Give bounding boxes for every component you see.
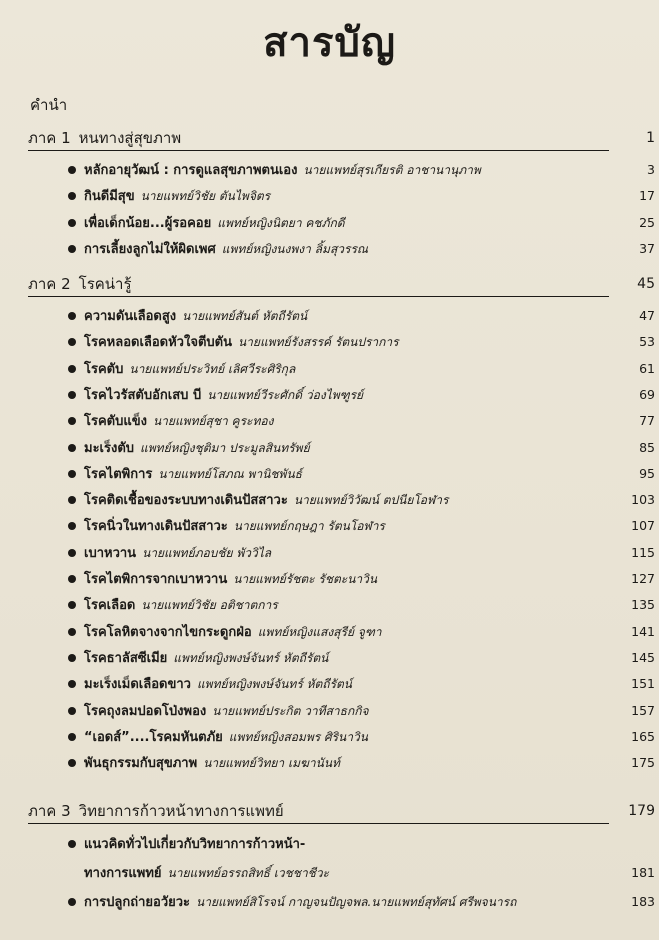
part-2-heading bbox=[28, 274, 655, 297]
bullet-icon bbox=[68, 575, 76, 583]
entry-page-number: 115 bbox=[631, 544, 655, 560]
entry-page-number: 17 bbox=[639, 188, 655, 204]
entry-title: โรคตับ bbox=[84, 361, 124, 377]
entry-author: นายแพทย์กฤษฎา รัตนโอฬาร bbox=[233, 519, 385, 534]
entry-title: พันธุกรรมกับสุขภาพ bbox=[84, 756, 198, 772]
entry-page-number: 107 bbox=[631, 518, 655, 534]
entry-page-number: 175 bbox=[631, 755, 655, 771]
bullet-icon bbox=[68, 898, 76, 906]
entry-author: นายแพทย์ประกิต วาทีสาธกกิจ bbox=[212, 703, 369, 718]
entry-page-number: 165 bbox=[631, 728, 655, 744]
part-title: หนทางสู่สุขภาพ bbox=[78, 129, 182, 147]
toc-entry bbox=[84, 462, 655, 486]
entry-page-number: 141 bbox=[631, 623, 655, 639]
bullet-icon bbox=[68, 733, 76, 741]
entry-page-number: 103 bbox=[631, 492, 655, 508]
entry-title: ความดันเลือดสูง bbox=[84, 309, 177, 324]
toc-entry bbox=[84, 436, 655, 460]
entry-title: โรคไวรัสตับอักเสบ บี bbox=[84, 387, 202, 403]
entry-title: โรคติดเชื้อของระบบทางเดินปัสสาวะ bbox=[84, 493, 288, 509]
entry-page-number: 3 bbox=[647, 162, 655, 177]
bullet-icon bbox=[68, 192, 76, 200]
entry-author: นายแพทย์รัชตะ รัชตะนาวิน bbox=[233, 572, 378, 586]
entry-title: กินดีมีสุข bbox=[84, 189, 135, 205]
toc-entry bbox=[84, 567, 655, 591]
entry-author: นายแพทย์โสภณ พานิชพันธ์ bbox=[158, 466, 302, 481]
toc-entry bbox=[84, 751, 655, 775]
toc-entry bbox=[84, 158, 655, 182]
toc-entry bbox=[84, 672, 655, 696]
entry-page-number: 37 bbox=[639, 240, 655, 256]
entry-author: นายแพทย์อรรถสิทธิ์ เวชชาชีวะ bbox=[167, 866, 330, 880]
entry-author: แพทย์หญิงพงษ์จันทร์ หัตถีรัตน์ bbox=[196, 677, 353, 692]
entry-page-number: 145 bbox=[631, 649, 655, 665]
entry-title: โรคเลือด bbox=[84, 598, 136, 614]
part-number: ภาค 1 bbox=[28, 129, 71, 147]
entry-author: นายแพทย์สันต์ หัตถีรัตน์ bbox=[182, 309, 308, 323]
bullet-icon bbox=[68, 166, 76, 174]
entry-page-number: 53 bbox=[639, 334, 655, 350]
bullet-icon bbox=[68, 628, 76, 636]
entry-title: มะเร็งตับ bbox=[84, 440, 135, 456]
entry-author: นายแพทย์วิชัย ตันไพจิตร bbox=[140, 189, 271, 204]
entry-title: โรคนิ่วในทางเดินปัสสาวะ bbox=[84, 519, 228, 535]
entry-title: การเลี้ยงลูกไม่ให้ผิดเพศ bbox=[84, 241, 216, 257]
entry-page-number: 85 bbox=[639, 439, 655, 455]
entry-title: โรคโลหิตจางจากไขกระดูกฝ่อ bbox=[84, 624, 252, 640]
entry-page-number: 181 bbox=[631, 865, 655, 880]
entry-title: โรคธาลัสซีเมีย bbox=[84, 650, 168, 666]
toc-entry bbox=[84, 699, 655, 723]
entry-page-number: 77 bbox=[639, 413, 655, 429]
entry-page-number: 95 bbox=[639, 465, 655, 481]
entry-author: นายแพทย์วิทยา เมฆานันท์ bbox=[203, 756, 340, 771]
entry-page-number: 151 bbox=[631, 676, 655, 692]
entry-page-number: 135 bbox=[631, 597, 655, 613]
entry-title: การปลูกถ่ายอวัยวะ bbox=[84, 895, 191, 910]
entry-author: นายแพทย์สุชา คูระทอง bbox=[152, 414, 274, 429]
toc-entry bbox=[84, 383, 655, 407]
bullet-icon bbox=[68, 759, 76, 767]
entry-title: แนวคิดทั่วไปเกี่ยวกับวิทยาการก้าวหน้า- bbox=[84, 837, 306, 852]
entry-author: แพทย์หญิงนิตยา คชภักดี bbox=[217, 215, 345, 230]
bullet-icon bbox=[68, 549, 76, 557]
bullet-icon bbox=[68, 219, 76, 227]
bullet-icon bbox=[68, 470, 76, 478]
entry-author: นายแพทย์วีระศักดิ์ ว่องไพฑูรย์ bbox=[207, 387, 364, 402]
entry-author: นายแพทย์สุรเกียรติ อาชานานุภาพ bbox=[303, 163, 481, 177]
entry-title: โรคหลอดเลือดหัวใจตีบตัน bbox=[84, 335, 232, 351]
toc-entry bbox=[84, 514, 655, 538]
toc-entry bbox=[84, 541, 655, 565]
part-page: 1 bbox=[646, 130, 655, 146]
entry-page-number: 157 bbox=[631, 702, 655, 718]
page-title: สารบัญ bbox=[263, 20, 396, 66]
part-page: 179 bbox=[628, 803, 655, 819]
toc-entry bbox=[84, 409, 655, 433]
preface-heading: คำนำ bbox=[30, 96, 68, 114]
toc-entry bbox=[84, 237, 655, 261]
entry-page-number: 25 bbox=[639, 214, 655, 230]
bullet-icon bbox=[68, 444, 76, 452]
toc-entry bbox=[84, 861, 655, 885]
bullet-icon bbox=[68, 245, 76, 253]
toc-entry bbox=[84, 330, 655, 354]
bullet-icon bbox=[68, 417, 76, 425]
entry-author: นายแพทย์วิวัฒน์ ตปนียโอฬาร bbox=[293, 493, 449, 508]
toc-entry bbox=[84, 832, 599, 856]
toc-entry bbox=[84, 304, 655, 328]
entry-title: “เอดส์”....โรคมหันตภัย bbox=[84, 729, 223, 745]
entry-author: แพทย์หญิงสอมพร ศิรินาวิน bbox=[228, 729, 368, 744]
bullet-icon bbox=[68, 840, 76, 848]
entry-title: โรคถุงลมปอดโป่งพอง bbox=[84, 703, 207, 719]
toc-entry bbox=[84, 620, 655, 644]
toc-entry bbox=[84, 646, 655, 670]
bullet-icon bbox=[68, 496, 76, 504]
entry-title: หลักอายุวัฒน์ : การดูแลสุขภาพตนเอง bbox=[84, 163, 298, 178]
part-3-heading bbox=[28, 801, 655, 824]
entry-author: นายแพทย์ภอบชัย พัววิไล bbox=[142, 545, 272, 560]
toc-entry bbox=[84, 725, 655, 749]
entry-page-number: 183 bbox=[631, 894, 655, 909]
entry-author: นายแพทย์วิชัย อติชาตการ bbox=[141, 598, 278, 613]
entry-title: โรคไตพิการ bbox=[84, 466, 153, 482]
toc-entry bbox=[84, 211, 655, 235]
entry-author: นายแพทย์ประวิทย์ เลิศวีระศิริกุล bbox=[129, 361, 296, 376]
entry-title: เบาหวาน bbox=[84, 545, 137, 561]
part-1-heading bbox=[28, 128, 655, 151]
toc-entry bbox=[84, 890, 655, 914]
entry-title: เพื่อเด็กน้อย...ผู้รอคอย bbox=[84, 215, 212, 231]
entry-author: แพทย์หญิงพงษ์จันทร์ หัตถีรัตน์ bbox=[173, 650, 329, 665]
entry-title: มะเร็งเม็ดเลือดขาว bbox=[84, 677, 191, 693]
part-title: วิทยาการก้าวหน้าทางการแพทย์ bbox=[78, 802, 284, 820]
entry-title: โรคตับแข็ง bbox=[84, 414, 147, 430]
part-title: โรคน่ารู้ bbox=[78, 275, 132, 293]
bullet-icon bbox=[68, 654, 76, 662]
part-number: ภาค 2 bbox=[28, 275, 71, 293]
entry-author: นายแพทย์สิโรจน์ กาญจนปัญจพล.นายแพทย์สุทัศน์ ศรีพจนารถ bbox=[196, 895, 517, 909]
bullet-icon bbox=[68, 365, 76, 373]
bullet-icon bbox=[68, 601, 76, 609]
entry-page-number: 69 bbox=[639, 386, 655, 402]
entry-title: ทางการแพทย์ bbox=[84, 866, 162, 881]
entry-page-number: 61 bbox=[639, 360, 655, 376]
bullet-icon bbox=[68, 312, 76, 320]
bullet-icon bbox=[68, 338, 76, 346]
toc-entry bbox=[84, 357, 655, 381]
bullet-icon bbox=[68, 707, 76, 715]
entry-page-number: 47 bbox=[639, 308, 655, 323]
bullet-icon bbox=[68, 522, 76, 530]
toc-entry bbox=[84, 488, 655, 512]
bullet-icon bbox=[68, 391, 76, 399]
entry-author: แพทย์หญิงแสงสุรีย์ จูฑา bbox=[257, 624, 382, 639]
entry-title: โรคไตพิการจากเบาหวาน bbox=[84, 572, 228, 587]
part-page: 45 bbox=[637, 276, 655, 292]
bullet-icon bbox=[68, 680, 76, 688]
part-number: ภาค 3 bbox=[28, 802, 71, 820]
toc-entry bbox=[84, 593, 655, 617]
entry-author: แพทย์หญิงนงพงา ลิ้มสุวรรณ bbox=[221, 241, 369, 256]
toc-entry bbox=[84, 184, 655, 208]
entry-author: แพทย์หญิงชุติมา ประมูลสินทรัพย์ bbox=[140, 440, 310, 455]
entry-author: นายแพทย์รังสรรค์ รัตนปราการ bbox=[237, 335, 399, 350]
entry-page-number: 127 bbox=[631, 571, 655, 586]
